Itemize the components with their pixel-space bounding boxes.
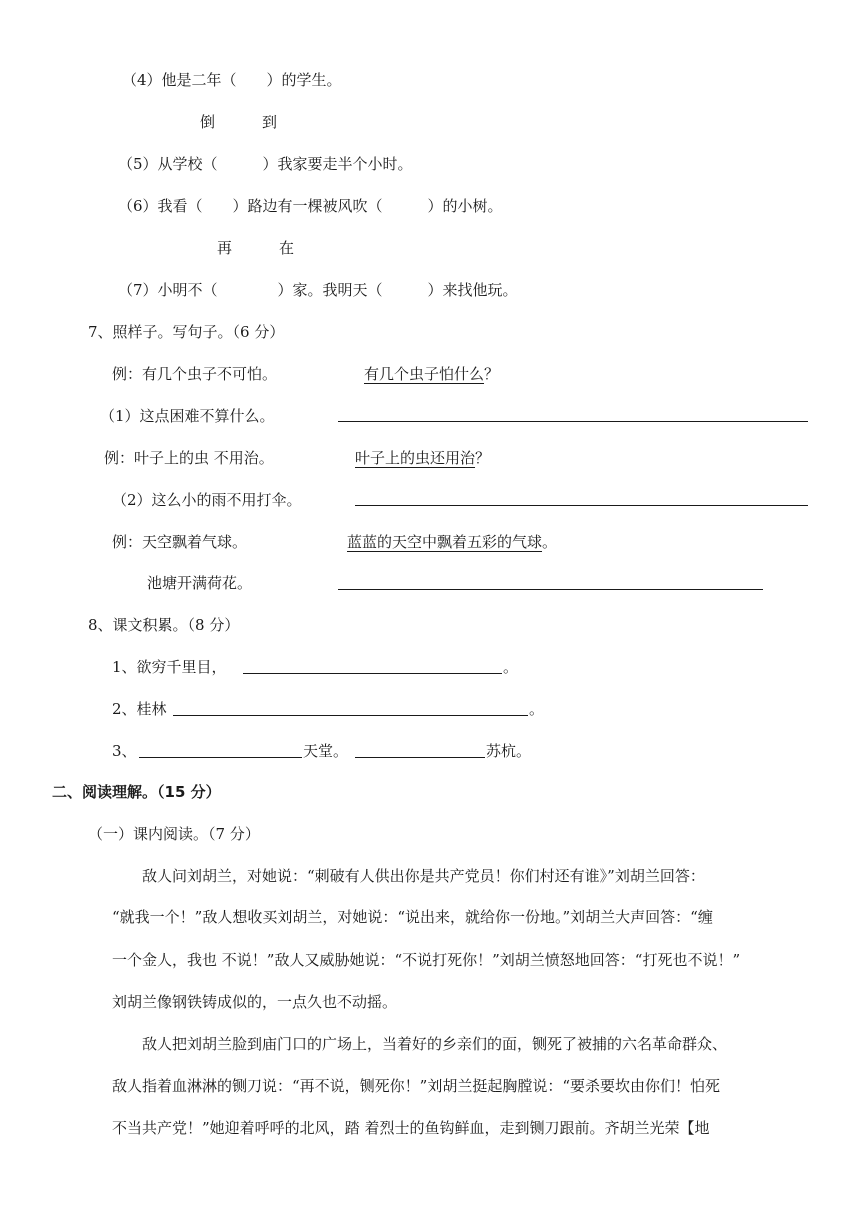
q6-sentence-6: （6）我看（ ）路边有一棵被风吹（ ）的小树。 [118, 197, 503, 215]
q7-example-3-mark: 。 [542, 533, 558, 551]
reading-paragraph-1-line-2: “就我一个！”敌人想收买刘胡兰，对她说：“说出来，就给你一份地。”刘胡兰大声回答：“缠 [112, 908, 713, 926]
section-2-subtitle: （一）课内阅读。（7 分） [88, 825, 260, 843]
q7-answer-line-3[interactable] [338, 589, 763, 590]
section-2-title: 二、阅读理解。（15 分） [52, 783, 221, 801]
q6-option-zai2: 在 [279, 239, 295, 257]
q8-line-1-suffix: 。 [503, 658, 519, 676]
q8-blank-3a[interactable] [139, 757, 302, 758]
q6-sentence-4: （4）他是二年（ ）的学生。 [122, 71, 342, 89]
q6-sentence-5: （5）从学校（ ）我家要走半个小时。 [118, 155, 413, 173]
reading-paragraph-1-line-1: 敌人问刘胡兰，对她说：“刺破有人供出你是共产党员！你们村还有谁》”刘胡兰回答： [112, 867, 705, 885]
q6-option-dao2: 到 [262, 113, 278, 131]
reading-paragraph-2-line-3: 不当共产党！”她迎着呼呼的北风，踏 着烈士的鱼钩鲜血，走到铡刀跟前。齐胡兰光荣【地 [112, 1119, 710, 1137]
q7-example-1-answer [364, 364, 499, 384]
q7-answer-line-2[interactable] [355, 505, 808, 506]
q7-example-2-answer [355, 448, 490, 468]
reading-paragraph-2-line-1: 敌人把刘胡兰脸到庙门口的广场上，当着好的乡亲们的面，铡死了被捕的六名革命群众、 [112, 1035, 728, 1053]
q7-example-3-answer-text: 蓝蓝的天空中飘着五彩的气球 [347, 533, 543, 551]
q7-example-1-answer-text: 有几个虫子怕什么 [364, 365, 485, 383]
q8-line-2-suffix: 。 [529, 700, 545, 718]
q8-blank-2[interactable] [173, 715, 528, 716]
q7-answer-line-1[interactable] [338, 421, 808, 422]
q7-example-3: 例：天空飘着气球。 [112, 533, 248, 551]
q8-line-2-prefix: 2、桂林 [112, 700, 167, 718]
reading-paragraph-2-line-2: 敌人指着血淋淋的铡刀说：“再不说，铡死你！”刘胡兰挺起胸膛说：“要杀要坎由你们！怕死 [112, 1077, 721, 1095]
q8-line-3-prefix: 3、 [112, 742, 137, 760]
q8-blank-1[interactable] [243, 673, 502, 674]
reading-paragraph-1-line-3: 一个金人，我也 不说！”敌人又威胁她说：“不说打死你！”刘胡兰愤怒地回答：“打死也不说！” [112, 951, 741, 969]
q7-example-2-answer-text: 叶子上的虫还用治 [355, 449, 476, 467]
q7-item-2: （2）这么小的雨不用打伞。 [112, 491, 302, 509]
q6-sentence-7: （7）小明不（ ）家。我明天（ ）来找他玩。 [118, 281, 518, 299]
q7-item-3: 池塘开满荷花。 [147, 574, 253, 592]
q6-option-dao: 倒 [200, 113, 216, 131]
q7-example-2: 例：叶子上的虫 不用治。 [104, 449, 274, 467]
q7-title: 7、照样子。写句子。（6 分） [88, 323, 285, 341]
q8-title: 8、课文积累。（8 分） [88, 616, 240, 634]
q7-example-2-mark: ？ [475, 449, 491, 467]
q8-line-3-mid: 天堂。 [303, 742, 349, 760]
q7-item-1: （1）这点困难不算什么。 [100, 407, 275, 425]
q7-example-1-mark: ？ [484, 365, 500, 383]
q8-line-1-prefix: 1、欲穷千里目， [112, 658, 227, 676]
q6-option-zai: 再 [217, 239, 233, 257]
q8-line-3-suffix: 苏杭。 [486, 742, 532, 760]
q7-example-3-answer [347, 532, 557, 552]
reading-paragraph-1-line-4: 刘胡兰像钢铁铸成似的，一点久也不动摇。 [112, 993, 398, 1011]
q8-blank-3b[interactable] [355, 757, 485, 758]
q7-example-1: 例：有几个虫子不可怕。 [112, 365, 278, 383]
